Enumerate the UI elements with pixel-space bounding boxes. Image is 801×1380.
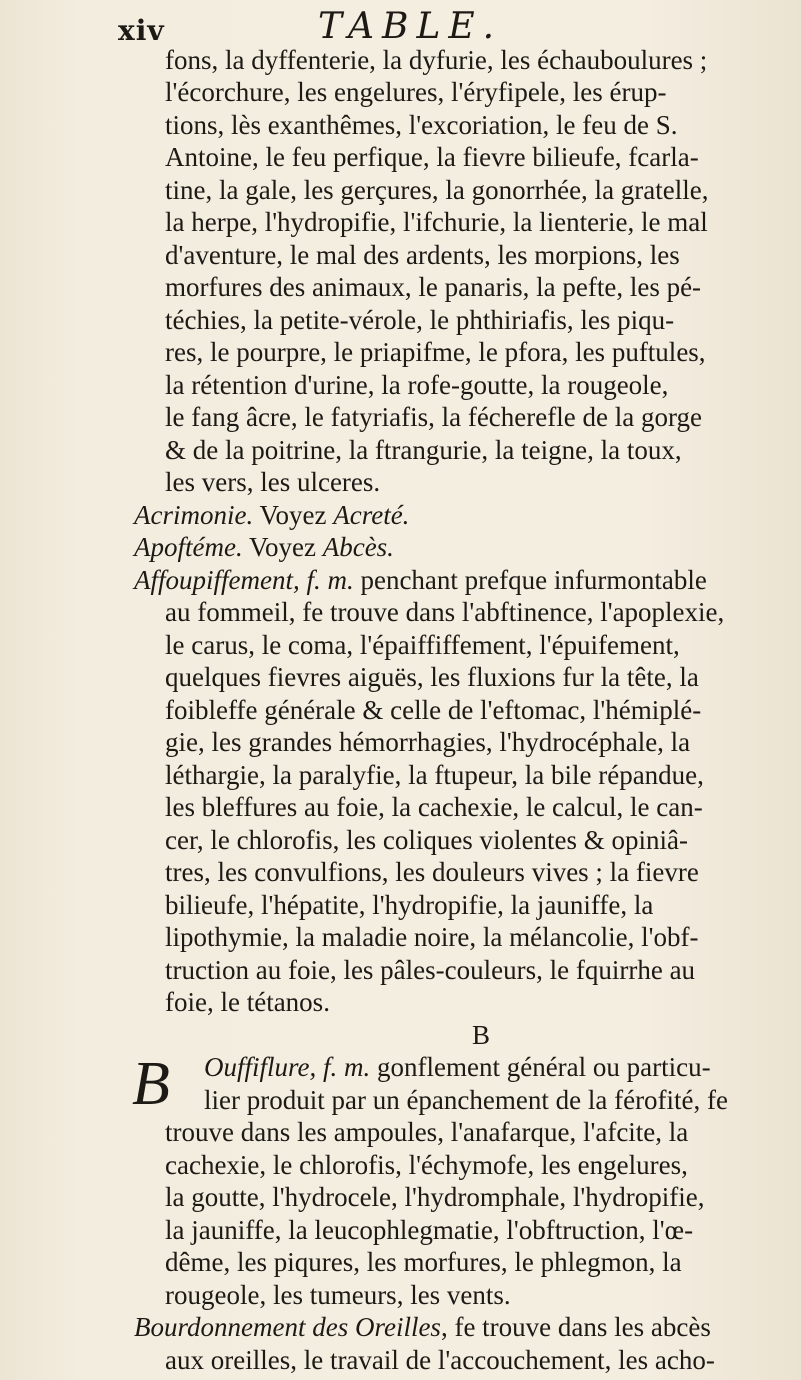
text-line: au fommeil, fe trouve dans l'abftinence, l'apoplexie, — [165, 597, 725, 628]
cross-reference: Abcès. — [322, 532, 394, 563]
text-line: tions, lès exanthêmes, l'excoriation, le feu de S. — [165, 109, 678, 140]
text-line: d'aventure, le mal des ardents, les morpions, les — [165, 239, 680, 270]
text-line: foibleffe générale & celle de l'eftomac, l'hémiplé- — [165, 694, 702, 725]
entry-boursouflure — [204, 1051, 711, 1083]
text-line: lipothymie, la maladie noire, la mélancolie, l'obf- — [165, 922, 699, 953]
entry-text: Voyez — [242, 532, 323, 563]
entry-acrimonie — [134, 499, 409, 531]
cross-reference: Acreté. — [333, 499, 410, 530]
text-line: téchies, la petite-vérole, le phthiriafis, les piqu- — [165, 304, 675, 335]
entry-text: gonflement général ou particu- — [370, 1052, 711, 1083]
entry-term: Ouffiflure — [204, 1052, 310, 1083]
text-line: dême, les piqures, les morfures, le phlegmon, la — [165, 1247, 682, 1278]
text-line: le fang âcre, le fatyriafis, la fécherefle de la gorge — [165, 402, 702, 433]
running-title: TABLE. — [318, 6, 503, 47]
page-number: xiv — [118, 14, 165, 47]
text-line: tine, la gale, les gerçures, la gonorrhée, la gratelle, — [165, 174, 709, 205]
entry-assoupissement — [134, 564, 707, 596]
text-line: morfures des animaux, le panaris, la pefte, les pé- — [165, 272, 702, 303]
entry-term: Apoftéme. — [134, 532, 243, 563]
text-line: la jauniffe, la leucophlegmatie, l'obftruction, l'œ- — [165, 1214, 694, 1245]
text-line: les bleffures au foie, la cachexie, le calcul, le can- — [165, 792, 703, 823]
text-line: la goutte, l'hydrocele, l'hydromphale, l'hydropifie, — [165, 1182, 705, 1213]
text-line: fons, la dyffenterie, la dyfurie, les échauboulures ; — [165, 45, 708, 75]
drop-cap-b: B — [132, 1050, 170, 1119]
entry-text: , fe trouve dans les abcès — [440, 1312, 711, 1343]
entry-term: Acrimonie. — [134, 499, 254, 530]
text-line: truction au foie, les pâles-couleurs, le fquirrhe au — [165, 954, 696, 985]
text-line: quelques fievres aiguës, les fluxions fur la tête, la — [165, 662, 699, 693]
text-line: bilieufe, l'hépatite, l'hydropifie, la jauniffe, la — [165, 889, 654, 920]
text-line: le carus, le coma, l'épaiffiffement, l'épuifement, — [165, 629, 680, 660]
text-line: cer, le chlorofis, les coliques violentes & opiniâ- — [165, 824, 689, 855]
text-line: l'écorchure, les engelures, l'éryfipele, les érup- — [165, 77, 667, 108]
section-heading-b: B — [472, 1019, 491, 1050]
entry-bourdonnement — [134, 1311, 711, 1343]
text-line: aux oreilles, le travail de l'accouchement, les acho- — [165, 1344, 715, 1375]
text-line: cachexie, le chlorofis, l'échymofe, les engelures, — [165, 1149, 688, 1180]
text-line: les vers, les ulceres. — [165, 467, 381, 498]
entry-apostheme — [134, 531, 394, 563]
text-line: la rétention d'urine, la rofe-goutte, la rougeole, — [165, 369, 669, 400]
entry-text: penchant prefque infurmontable — [353, 564, 707, 595]
text-line: & de la poitrine, la ftrangurie, la teigne, la toux, — [165, 434, 682, 465]
text-line: la herpe, l'hydropifie, l'ifchurie, la lienterie, le mal — [165, 207, 708, 238]
text-line: lier produit par un épanchement de la férofité, fe — [204, 1084, 729, 1115]
text-line: gie, les grandes hémorrhagies, l'hydrocéphale, la — [165, 727, 691, 758]
entry-term: Bourdonnement des Oreilles — [134, 1312, 441, 1343]
entry-grammar: , f. m. — [292, 564, 354, 595]
entry-text: Voyez — [253, 499, 334, 530]
text-line: Antoine, le feu perfique, la fievre bilieufe, fcarla- — [165, 142, 699, 173]
text-line: trouve dans les ampoules, l'anafarque, l'afcite, la — [165, 1117, 689, 1148]
entry-grammar: , f. m. — [309, 1052, 371, 1083]
text-line: léthargie, la paralyfie, la ftupeur, la bile répandue, — [165, 759, 704, 790]
text-line: tres, les convulfions, les douleurs vives ; la fievre — [165, 857, 699, 888]
text-line: res, le pourpre, le priapifme, le pfora, les puftules, — [165, 337, 706, 368]
entry-term: Affoupiffement — [134, 564, 293, 595]
text-line: foie, le tétanos. — [165, 987, 330, 1018]
text-line: rougeole, les tumeurs, les vents. — [165, 1279, 511, 1310]
